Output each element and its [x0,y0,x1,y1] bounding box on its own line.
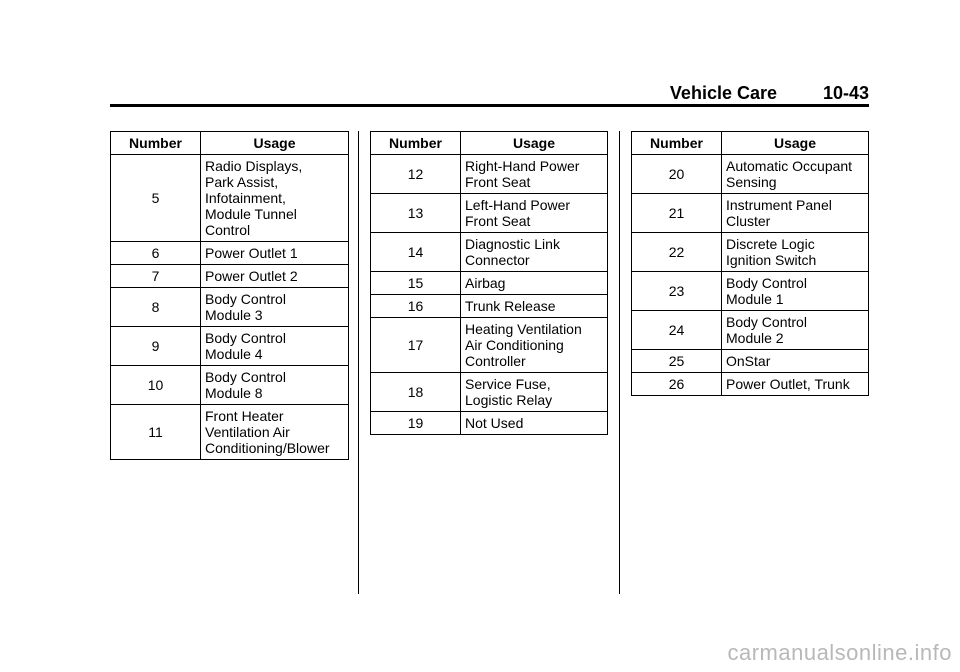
fuse-usage: Heating Ventilation Air Conditioning Controller [461,318,608,373]
column-header-number: Number [632,132,722,155]
fuse-usage: Airbag [461,272,608,295]
column-divider-2 [619,131,620,594]
fuse-usage: Instrument Panel Cluster [722,194,869,233]
table-row [371,412,608,435]
fuse-usage: Body Control Module 4 [201,327,349,366]
fuse-number: 18 [371,373,461,412]
table-row [632,350,869,373]
fuse-number: 9 [111,327,201,366]
fuse-usage: Diagnostic Link Connector [461,233,608,272]
table-row [111,242,349,265]
table-row [111,265,349,288]
column-header-number: Number [371,132,461,155]
table-row [371,194,608,233]
table-header-row [632,132,869,155]
fuse-number: 26 [632,373,722,396]
table-row [371,233,608,272]
fuse-usage: Right-Hand Power Front Seat [461,155,608,194]
table-row [371,295,608,318]
fuse-table-1 [110,131,349,460]
fuse-number: 12 [371,155,461,194]
fuse-number: 11 [111,405,201,460]
fuse-table-3 [631,131,869,396]
table-row [632,311,869,350]
fuse-number: 13 [371,194,461,233]
fuse-usage: Service Fuse, Logistic Relay [461,373,608,412]
fuse-usage: Left-Hand Power Front Seat [461,194,608,233]
fuse-table-2 [370,131,608,435]
table-row [632,194,869,233]
fuse-number: 8 [111,288,201,327]
fuse-number: 5 [111,155,201,242]
column-header-usage: Usage [201,132,349,155]
fuse-number: 16 [371,295,461,318]
fuse-usage: Not Used [461,412,608,435]
table-row [371,318,608,373]
column-header-usage: Usage [722,132,869,155]
column-divider-1 [358,131,359,594]
fuse-usage: Body Control Module 2 [722,311,869,350]
column-header-number: Number [111,132,201,155]
fuse-number: 22 [632,233,722,272]
fuse-usage: Radio Displays, Park Assist, Infotainment, Module Tunnel Control [201,155,349,242]
fuse-usage: Front Heater Ventilation Air Conditioning/Blower [201,405,349,460]
fuse-number: 19 [371,412,461,435]
fuse-usage: Body Control Module 1 [722,272,869,311]
table-row [632,373,869,396]
table-row [111,155,349,242]
fuse-number: 10 [111,366,201,405]
fuse-usage: Discrete Logic Ignition Switch [722,233,869,272]
fuse-number: 20 [632,155,722,194]
table-row [371,373,608,412]
table-header-row [111,132,349,155]
fuse-number: 21 [632,194,722,233]
table-header-row [371,132,608,155]
fuse-usage: Power Outlet 2 [201,265,349,288]
fuse-number: 25 [632,350,722,373]
column-header-usage: Usage [461,132,608,155]
table-row [111,327,349,366]
table-row [111,288,349,327]
table-row [371,155,608,194]
page-header [110,82,869,107]
table-row [111,405,349,460]
table-row [111,366,349,405]
fuse-usage: Power Outlet 1 [201,242,349,265]
fuse-usage: Body Control Module 3 [201,288,349,327]
table-row [632,233,869,272]
table-row [371,272,608,295]
fuse-usage: Body Control Module 8 [201,366,349,405]
watermark: carmanualsonline.info [727,640,952,665]
fuse-usage: Power Outlet, Trunk [722,373,869,396]
fuse-number: 23 [632,272,722,311]
table-row [632,272,869,311]
fuse-number: 7 [111,265,201,288]
fuse-number: 17 [371,318,461,373]
fuse-usage: Automatic Occupant Sensing [722,155,869,194]
fuse-usage: OnStar [722,350,869,373]
table-row [632,155,869,194]
fuse-usage: Trunk Release [461,295,608,318]
section-title: Vehicle Care [669,83,777,103]
fuse-number: 14 [371,233,461,272]
page-number: 10-43 [822,83,869,103]
fuse-number: 24 [632,311,722,350]
fuse-number: 15 [371,272,461,295]
fuse-number: 6 [111,242,201,265]
